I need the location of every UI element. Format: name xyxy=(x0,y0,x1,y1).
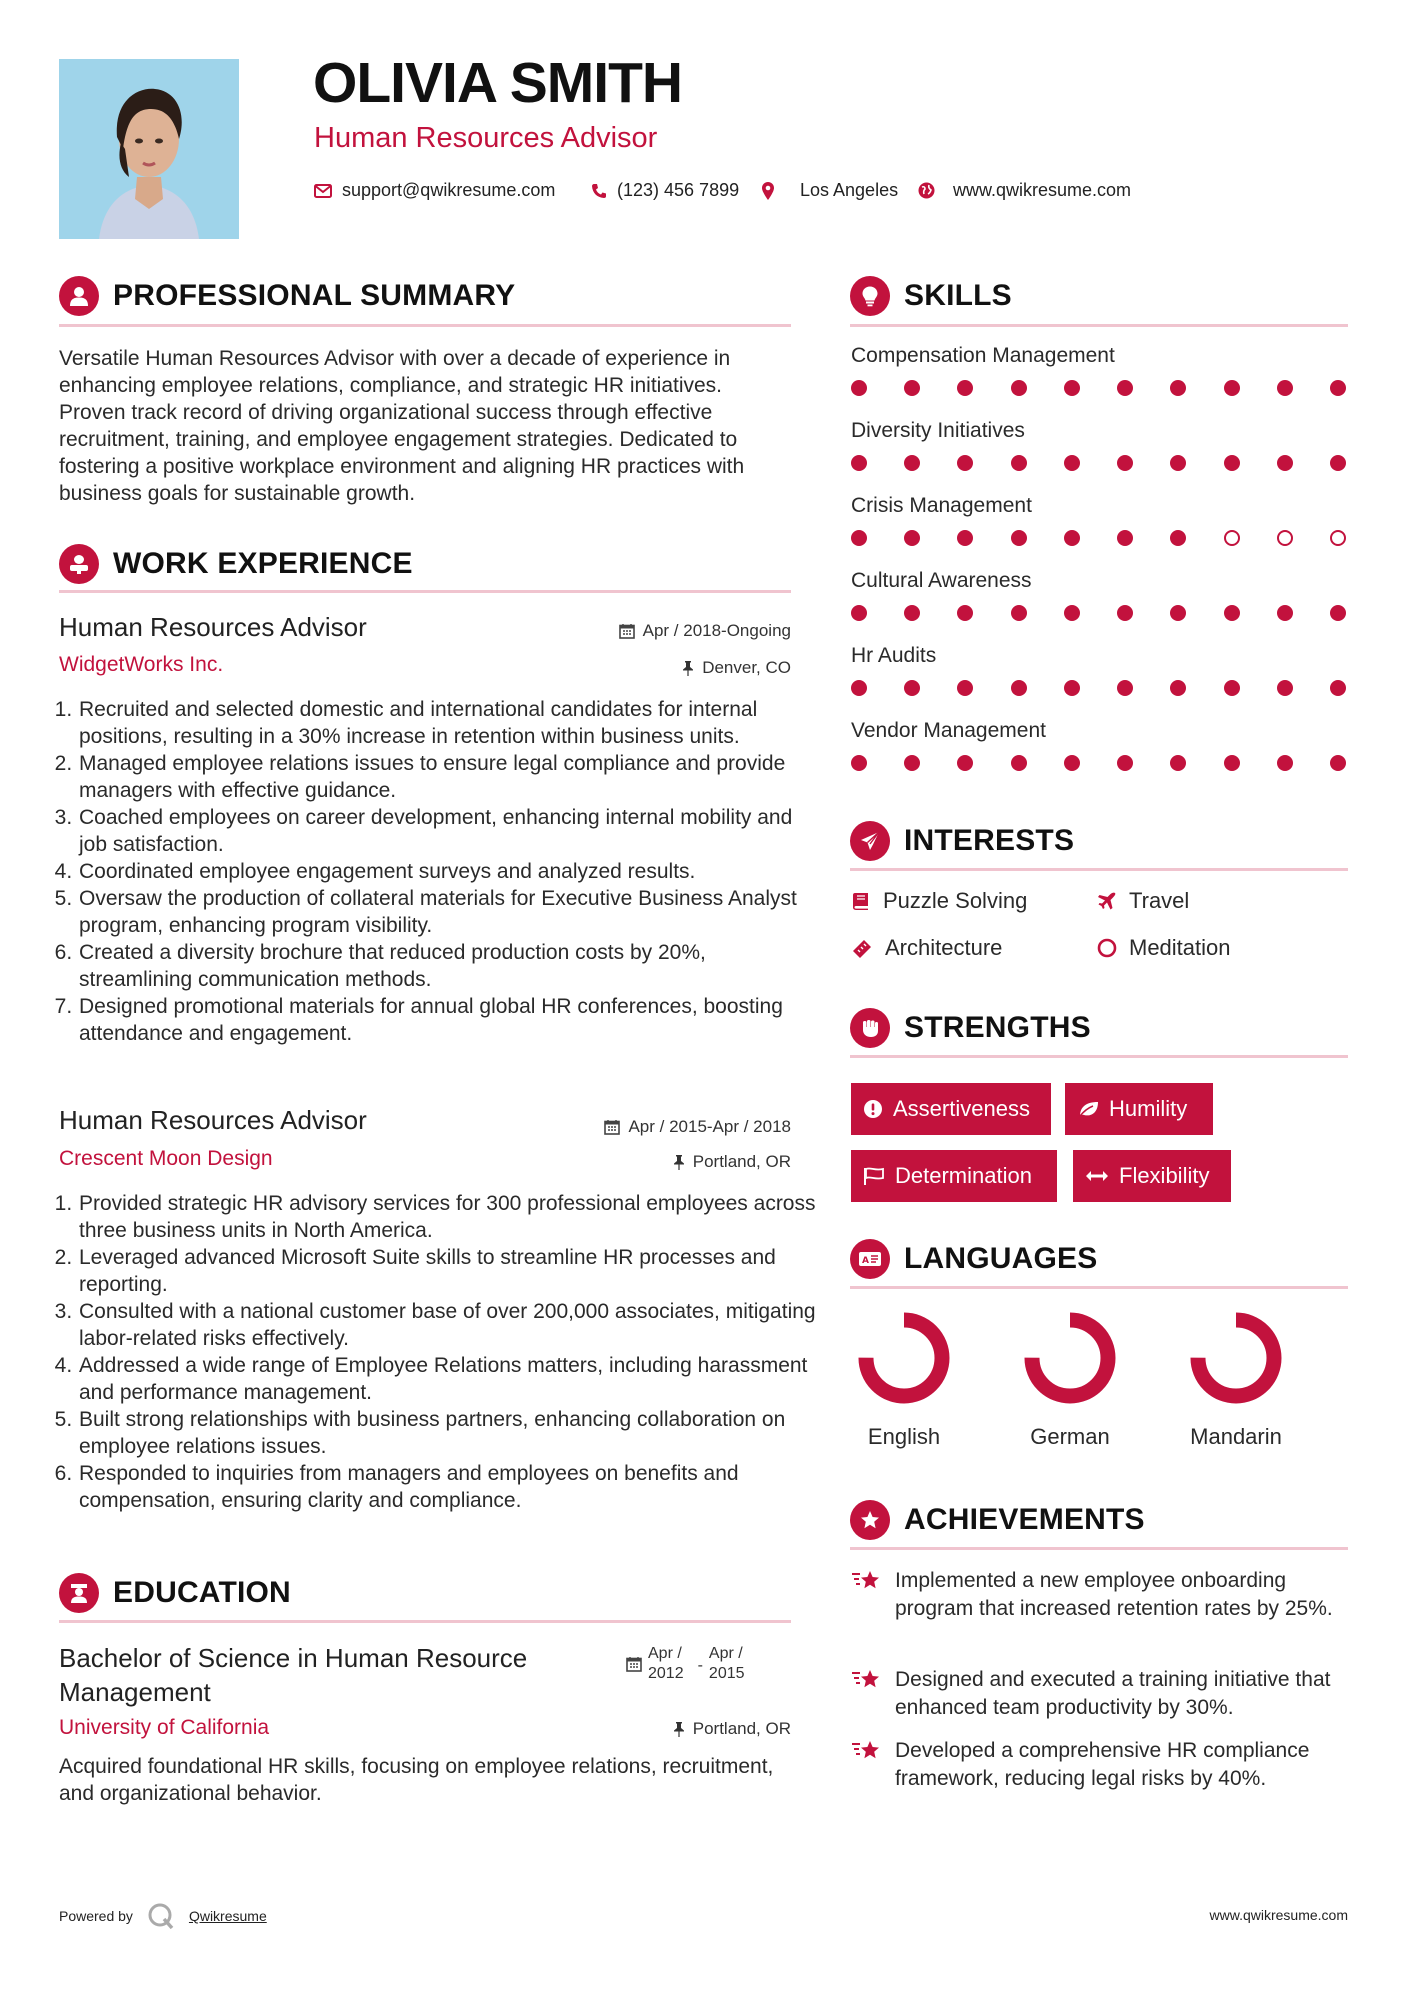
job-dates xyxy=(500,621,791,641)
interest-item: Architecture xyxy=(851,935,1002,961)
skill-name: Cultural Awareness xyxy=(851,569,1032,592)
education-location-text: Portland, OR xyxy=(692,1719,791,1738)
rating-dot-filled xyxy=(1117,605,1133,621)
achievement-item: Implemented a new employee onboarding program that increased retention rates by 25%. xyxy=(851,1567,1351,1623)
rating-dot-filled xyxy=(1117,680,1133,696)
language-name: German xyxy=(1030,1424,1110,1449)
education-dates xyxy=(626,1644,745,1684)
rating-dot-filled xyxy=(1330,680,1346,696)
rating-dot-filled xyxy=(1117,530,1133,546)
profile-photo xyxy=(59,59,239,239)
list-item: 3. Coached employees on career development, enhancing internal mobility and job satisfaction. xyxy=(78,804,818,858)
rating-dot-filled xyxy=(957,455,973,471)
list-item: 1. Recruited and selected domestic and international candidates for internal positions, resulting in a 30% increase in retention within business units. xyxy=(78,696,818,750)
candidate-name: OLIVIA SMITH xyxy=(313,51,683,115)
rating-dot-filled xyxy=(1277,380,1293,396)
phone-text: (123) 456 7899 xyxy=(617,180,740,200)
flag-icon xyxy=(863,1167,885,1185)
rating-dot-filled xyxy=(1064,530,1080,546)
skill-rating xyxy=(851,530,1346,546)
interests-section-header xyxy=(850,821,1074,861)
calendar-icon xyxy=(626,1656,642,1672)
contact-website[interactable] xyxy=(918,180,1131,201)
rating-dot-filled xyxy=(1011,680,1027,696)
location-text: Los Angeles xyxy=(800,180,899,200)
rating-dot-filled xyxy=(1011,755,1027,771)
skill-rating xyxy=(851,755,1346,771)
rating-dot-filled xyxy=(1064,755,1080,771)
rating-dot-filled xyxy=(1064,605,1080,621)
skill-item xyxy=(851,719,1351,794)
rating-dot-filled xyxy=(957,755,973,771)
calendar-icon xyxy=(619,623,635,639)
rating-dot-empty xyxy=(1277,530,1293,546)
rating-dot-filled xyxy=(1224,455,1240,471)
pushpin-icon xyxy=(673,1721,685,1737)
star-badge-icon xyxy=(850,1500,890,1540)
rating-dot-empty xyxy=(1224,530,1240,546)
company-name: WidgetWorks Inc. xyxy=(59,653,224,676)
rating-dot-filled xyxy=(851,455,867,471)
lightbulb-icon xyxy=(850,276,890,316)
section-divider xyxy=(59,324,791,327)
rating-dot-filled xyxy=(1170,455,1186,471)
job-bullets xyxy=(59,696,818,1047)
interest-item: Puzzle Solving xyxy=(851,888,1027,914)
website-text: www.qwikresume.com xyxy=(953,180,1132,200)
rating-dot-filled xyxy=(1064,455,1080,471)
interest-item: Travel xyxy=(1097,888,1189,914)
list-item: 6. Created a diversity brochure that reduced production costs by 20%, streamlining communication methods. xyxy=(78,939,818,993)
language-level-arc xyxy=(866,1320,942,1396)
user-icon xyxy=(59,276,99,316)
strength-tag: Flexibility xyxy=(1073,1150,1231,1202)
svg-text:A: A xyxy=(862,1256,869,1266)
rating-dot-filled xyxy=(957,380,973,396)
education-location xyxy=(500,1719,791,1739)
skill-rating xyxy=(851,380,1346,396)
experience-heading: WORK EXPERIENCE xyxy=(113,547,413,580)
rating-dot-filled xyxy=(1224,605,1240,621)
achievement-item: Designed and executed a training initiative that enhanced team productivity by 30%. xyxy=(851,1666,1351,1722)
language-name: Mandarin xyxy=(1190,1424,1282,1449)
experience-section-header xyxy=(59,544,413,584)
section-divider xyxy=(850,324,1348,327)
rating-dot-filled xyxy=(1011,530,1027,546)
brand-link[interactable]: Qwikresume xyxy=(188,1908,267,1924)
skills-section-header xyxy=(850,276,1012,316)
rating-dot-filled xyxy=(904,530,920,546)
rating-dot-filled xyxy=(851,530,867,546)
rating-dot-filled xyxy=(904,680,920,696)
skill-name: Compensation Management xyxy=(851,344,1115,367)
job-dates-text: Apr / 2015-Apr / 2018 xyxy=(628,1117,791,1136)
list-item: 3. Consulted with a national customer base of over 200,000 associates, mitigating labor-related risks effectively. xyxy=(78,1298,818,1352)
degree-title: Bachelor of Science in Human Resource Management xyxy=(59,1643,528,1707)
map-pin-icon xyxy=(762,182,774,200)
strengths-section-header xyxy=(850,1008,1091,1048)
list-item: 5. Built strong relationships with business partners, enhancing collaboration on employee relations issues. xyxy=(78,1406,818,1460)
rating-dot-filled xyxy=(1277,455,1293,471)
language-level-arc xyxy=(1198,1320,1274,1396)
rating-dot-filled xyxy=(1224,755,1240,771)
rating-dot-empty xyxy=(1330,530,1346,546)
language-item xyxy=(1176,1310,1296,1450)
school-name: University of California xyxy=(59,1716,270,1739)
skill-item xyxy=(851,494,1351,569)
fist-icon xyxy=(850,1008,890,1048)
briefcase-user-icon xyxy=(59,544,99,584)
list-item: 2. Managed employee relations issues to ensure legal compliance and provide managers with effective guidance. xyxy=(78,750,818,804)
section-divider xyxy=(850,1286,1348,1289)
job-location-text: Portland, OR xyxy=(692,1152,791,1171)
powered-by-label: Powered by xyxy=(59,1908,133,1924)
footer-powered-by xyxy=(59,1902,267,1930)
skill-item xyxy=(851,344,1351,419)
qwikresume-logo-icon xyxy=(147,1902,175,1930)
interests-heading: INTERESTS xyxy=(904,824,1075,857)
rating-dot-filled xyxy=(1117,380,1133,396)
footer-website[interactable]: www.qwikresume.com xyxy=(1209,1907,1348,1923)
contact-location xyxy=(762,180,898,201)
rating-dot-filled xyxy=(1011,605,1027,621)
list-item: 7. Designed promotional materials for annual global HR conferences, boosting attendance and engagement. xyxy=(78,993,818,1047)
leaf-icon xyxy=(1077,1100,1099,1118)
languages-section-header xyxy=(850,1239,1097,1279)
section-divider xyxy=(850,868,1348,871)
language-name: English xyxy=(867,1424,941,1449)
job-location xyxy=(500,1152,791,1172)
rating-dot-filled xyxy=(904,380,920,396)
rating-dot-filled xyxy=(1011,380,1027,396)
strength-tag: Determination xyxy=(851,1150,1057,1202)
summary-text: Versatile Human Resources Advisor with over a decade of experience in enhancing employee relations, compliance, and strategic HR initiatives. Proven track record of driving organizational success through effective recruitment, training, and employee engagement strategies. Dedicated to fostering a positive workplace environment and aligning HR practices with business goals for sustainable growth. xyxy=(59,347,745,505)
start-date: Apr / 2012 xyxy=(648,1645,684,1682)
summary-heading: PROFESSIONAL SUMMARY xyxy=(113,279,516,312)
list-item: 5. Oversaw the production of collateral materials for Executive Business Analyst program, enhancing program visibility. xyxy=(78,885,818,939)
skill-item xyxy=(851,644,1351,719)
strength-tag: Assertiveness xyxy=(851,1083,1051,1135)
list-item: 6. Responded to inquiries from managers and employees on benefits and compensation, ensuring clarity and compliance. xyxy=(78,1460,818,1514)
rating-dot-filled xyxy=(1064,680,1080,696)
paper-plane-icon xyxy=(850,821,890,861)
rating-dot-filled xyxy=(1277,680,1293,696)
job-dates xyxy=(500,1117,791,1137)
job-dates-text: Apr / 2018-Ongoing xyxy=(642,621,791,640)
job-location xyxy=(500,658,791,678)
skill-name: Diversity Initiatives xyxy=(851,419,1025,442)
language-item xyxy=(844,1310,964,1450)
rating-dot-filled xyxy=(1064,380,1080,396)
rating-dot-filled xyxy=(1224,680,1240,696)
rating-dot-filled xyxy=(851,680,867,696)
rating-dot-filled xyxy=(957,530,973,546)
arrows-horizontal-icon xyxy=(1085,1169,1109,1183)
rating-dot-filled xyxy=(851,605,867,621)
achievements-heading: ACHIEVEMENTS xyxy=(904,1503,1145,1536)
pushpin-icon xyxy=(673,1154,685,1170)
skill-rating xyxy=(851,455,1346,471)
candidate-title: Human Resources Advisor xyxy=(314,122,658,154)
rating-dot-filled xyxy=(1224,380,1240,396)
skill-name: Vendor Management xyxy=(851,719,1046,742)
rating-dot-filled xyxy=(1117,755,1133,771)
skills-list xyxy=(851,344,1351,794)
end-date: Apr / 2015 xyxy=(708,1645,745,1682)
skill-rating xyxy=(851,605,1346,621)
rating-dot-filled xyxy=(851,755,867,771)
rating-dot-filled xyxy=(1277,605,1293,621)
rating-dot-filled xyxy=(904,755,920,771)
language-item xyxy=(1010,1310,1130,1450)
rating-dot-filled xyxy=(1330,380,1346,396)
skill-item xyxy=(851,569,1351,644)
rating-dot-filled xyxy=(1170,530,1186,546)
job-title: Human Resources Advisor xyxy=(59,1105,367,1135)
rating-dot-filled xyxy=(1117,455,1133,471)
language-level-arc xyxy=(1032,1320,1108,1396)
strengths-heading: STRENGTHS xyxy=(904,1011,1091,1044)
languages-heading: LANGUAGES xyxy=(904,1242,1098,1275)
envelope-icon xyxy=(314,184,332,198)
education-heading: EDUCATION xyxy=(113,1576,291,1609)
ruler-icon xyxy=(851,938,873,958)
rating-dot-filled xyxy=(1330,455,1346,471)
language-progress-ring xyxy=(1022,1310,1118,1406)
interest-item: Meditation xyxy=(1097,935,1231,961)
education-section-header xyxy=(59,1573,291,1613)
section-divider xyxy=(59,590,791,593)
rating-dot-filled xyxy=(957,680,973,696)
list-item: 4. Coordinated employee engagement surveys and analyzed results. xyxy=(78,858,818,885)
rating-dot-filled xyxy=(1330,605,1346,621)
list-item: 1. Provided strategic HR advisory services for 300 professional employees across three business units in North America. xyxy=(78,1190,818,1244)
exclamation-circle-icon xyxy=(863,1099,883,1119)
rating-dot-filled xyxy=(1170,380,1186,396)
skill-name: Crisis Management xyxy=(851,494,1032,517)
achievements-section-header xyxy=(850,1500,1145,1540)
language-card-icon xyxy=(850,1239,890,1279)
rating-dot-filled xyxy=(851,380,867,396)
rating-dot-filled xyxy=(957,605,973,621)
section-divider xyxy=(850,1055,1348,1058)
job-bullets xyxy=(59,1190,818,1514)
star-ribbon-icon xyxy=(851,1569,881,1593)
email-text: support@qwikresume.com xyxy=(342,180,556,200)
skills-heading: SKILLS xyxy=(904,279,1012,312)
skill-rating xyxy=(851,680,1346,696)
calendar-icon xyxy=(604,1119,620,1135)
rating-dot-filled xyxy=(1277,755,1293,771)
rating-dot-filled xyxy=(904,455,920,471)
star-ribbon-icon xyxy=(851,1739,881,1763)
skill-name: Hr Audits xyxy=(851,644,937,667)
list-item: 2. Leveraged advanced Microsoft Suite skills to streamline HR processes and reporting. xyxy=(78,1244,818,1298)
circle-icon xyxy=(1097,938,1117,958)
job-location-text: Denver, CO xyxy=(702,658,791,677)
rating-dot-filled xyxy=(904,605,920,621)
strength-tag: Humility xyxy=(1065,1083,1213,1135)
plane-icon xyxy=(1097,891,1117,911)
rating-dot-filled xyxy=(1330,755,1346,771)
language-progress-ring xyxy=(856,1310,952,1406)
rating-dot-filled xyxy=(1011,455,1027,471)
education-description: Acquired foundational HR skills, focusing on employee relations, recruitment, and organizational behavior. xyxy=(59,1755,774,1805)
pushpin-icon xyxy=(682,660,694,676)
rating-dot-filled xyxy=(1170,680,1186,696)
book-icon xyxy=(851,891,871,911)
section-divider xyxy=(59,1620,791,1623)
star-ribbon-icon xyxy=(851,1668,881,1692)
rating-dot-filled xyxy=(1170,755,1186,771)
summary-section-header xyxy=(59,276,515,316)
date-separator: - xyxy=(697,1657,703,1674)
contact-phone[interactable] xyxy=(591,180,739,201)
language-progress-ring xyxy=(1188,1310,1284,1406)
contact-email[interactable] xyxy=(314,180,555,201)
achievement-item: Developed a comprehensive HR compliance framework, reducing legal risks by 40%. xyxy=(851,1737,1351,1793)
skill-item xyxy=(851,419,1351,494)
list-item: 4. Addressed a wide range of Employee Relations matters, including harassment and performance management. xyxy=(78,1352,818,1406)
rating-dot-filled xyxy=(1170,605,1186,621)
graduate-icon xyxy=(59,1573,99,1613)
phone-icon xyxy=(591,183,607,199)
section-divider xyxy=(850,1547,1348,1550)
languages-list xyxy=(851,1310,1351,1460)
globe-icon xyxy=(918,182,935,199)
company-name: Crescent Moon Design xyxy=(59,1147,273,1170)
job-title: Human Resources Advisor xyxy=(59,612,367,642)
